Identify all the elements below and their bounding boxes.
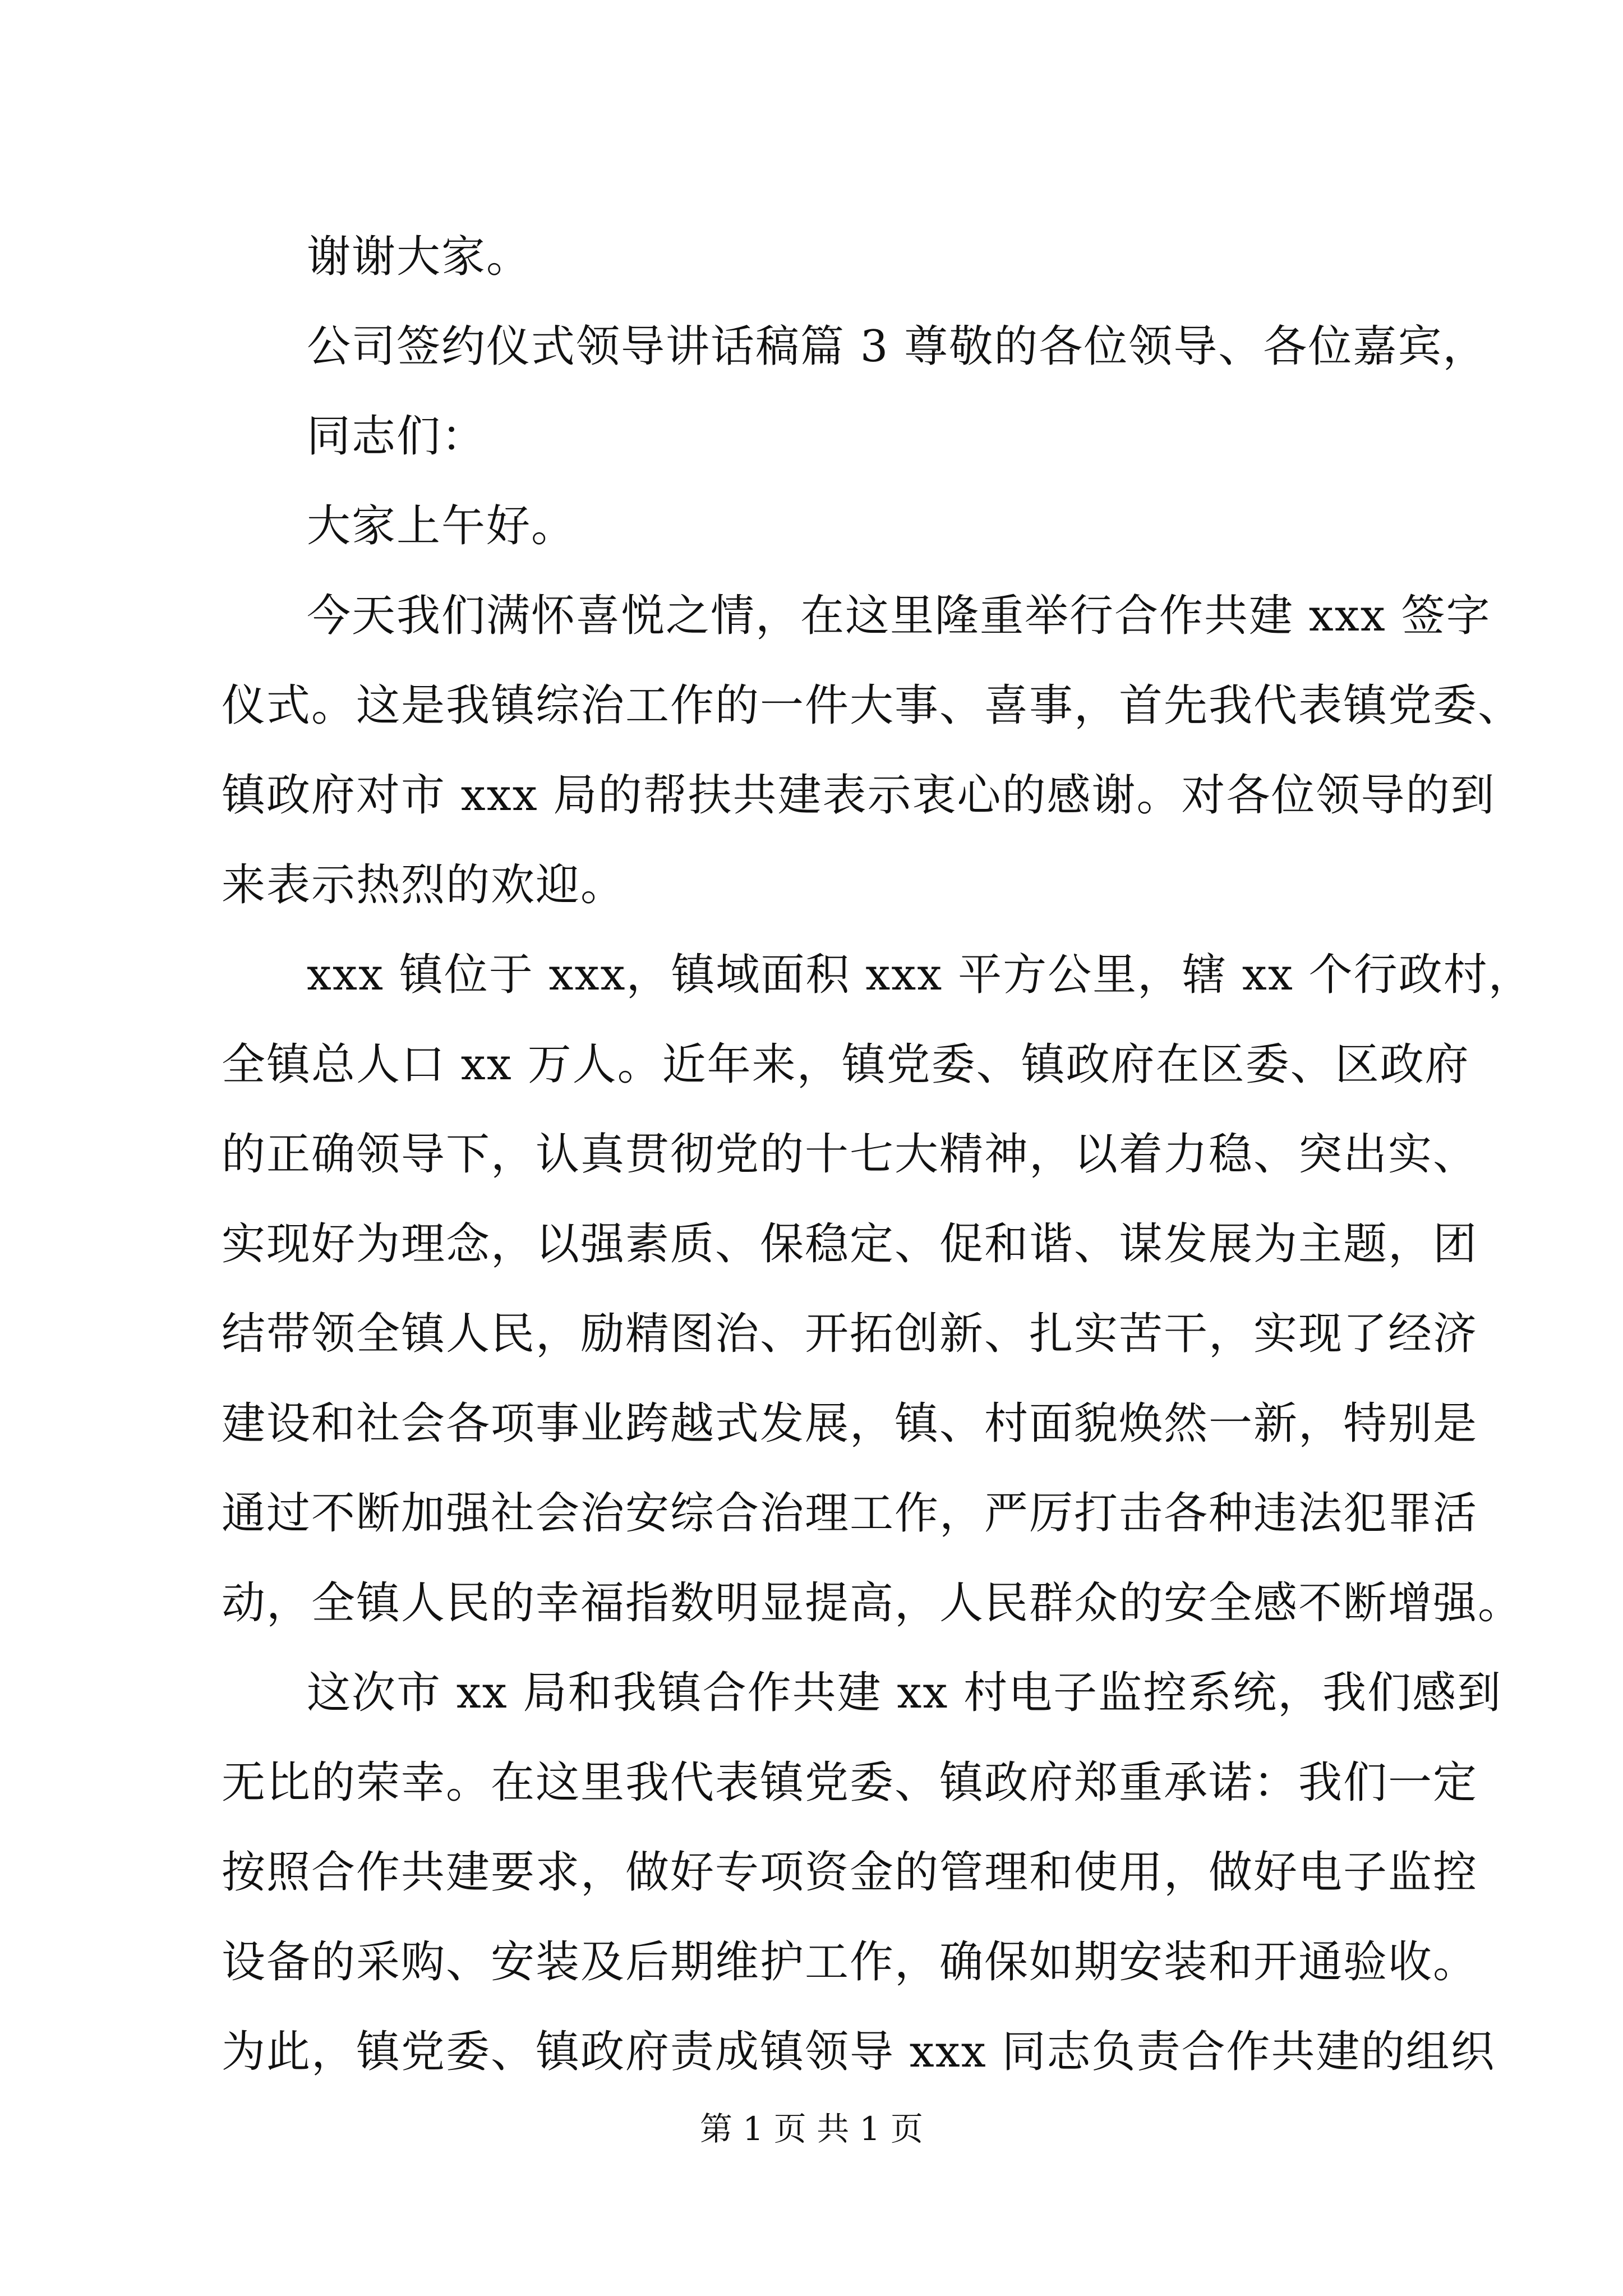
text-line: 结带领全镇人民，励精图治、开拓创新、扎实苦干，实现了经济 xyxy=(222,1309,1478,1359)
text-line: 谢谢大家。 xyxy=(307,232,532,282)
text-line: 这次市 xx 局和我镇合作共建 xx 村电子监控系统，我们感到 xyxy=(307,1668,1502,1718)
text-line: 大家上午好。 xyxy=(307,501,577,551)
text-line: 同志们： xyxy=(307,411,487,462)
page-footer xyxy=(0,2106,1623,2151)
text-line: 今天我们满怀喜悦之情，在这里隆重举行合作共建 xxx 签字 xyxy=(307,591,1491,641)
document-body xyxy=(222,212,1533,2097)
text-line: 的正确领导下，认真贯彻党的十七大精神，以着力稳、突出实、 xyxy=(222,1129,1478,1180)
text-line: 来表示热烈的欢迎。 xyxy=(222,860,626,910)
page-number-label: 第 1 页 共 1 页 xyxy=(700,2110,923,2148)
text-line: 设备的采购、安装及后期维护工作，确保如期安装和开通验收。 xyxy=(222,1937,1478,1987)
text-line: 仪式。这是我镇综治工作的一件大事、喜事，首先我代表镇党委、 xyxy=(222,680,1523,731)
text-line: 实现好为理念，以强素质、保稳定、促和谐、谋发展为主题，团 xyxy=(222,1219,1478,1269)
text-line: xxx 镇位于 xxx，镇域面积 xxx 平方公里，辖 xx 个行政村， xyxy=(307,950,1533,1000)
text-line: 为此，镇党委、镇政府责成镇领导 xxx 同志负责合作共建的组织 xyxy=(222,2027,1496,2077)
text-line: 公司签约仪式领导讲话稿篇 3 尊敬的各位领导、各位嘉宾， xyxy=(307,321,1488,372)
text-line: 镇政府对市 xxx 局的帮扶共建表示衷心的感谢。对各位领导的到 xyxy=(222,770,1496,821)
text-line: 动，全镇人民的幸福指数明显提高，人民群众的安全感不断增强。 xyxy=(222,1578,1523,1628)
text-line: 按照合作共建要求，做好专项资金的管理和使用，做好电子监控 xyxy=(222,1847,1478,1898)
text-line: 建设和社会各项事业跨越式发展，镇、村面貌焕然一新，特别是 xyxy=(222,1398,1478,1449)
text-line: 全镇总人口 xx 万人。近年来，镇党委、镇政府在区委、区政府 xyxy=(222,1039,1470,1090)
text-line: 无比的荣幸。在这里我代表镇党委、镇政府郑重承诺：我们一定 xyxy=(222,1757,1478,1808)
text-line: 通过不断加强社会治安综合治理工作，严厉打击各种违法犯罪活 xyxy=(222,1488,1478,1539)
